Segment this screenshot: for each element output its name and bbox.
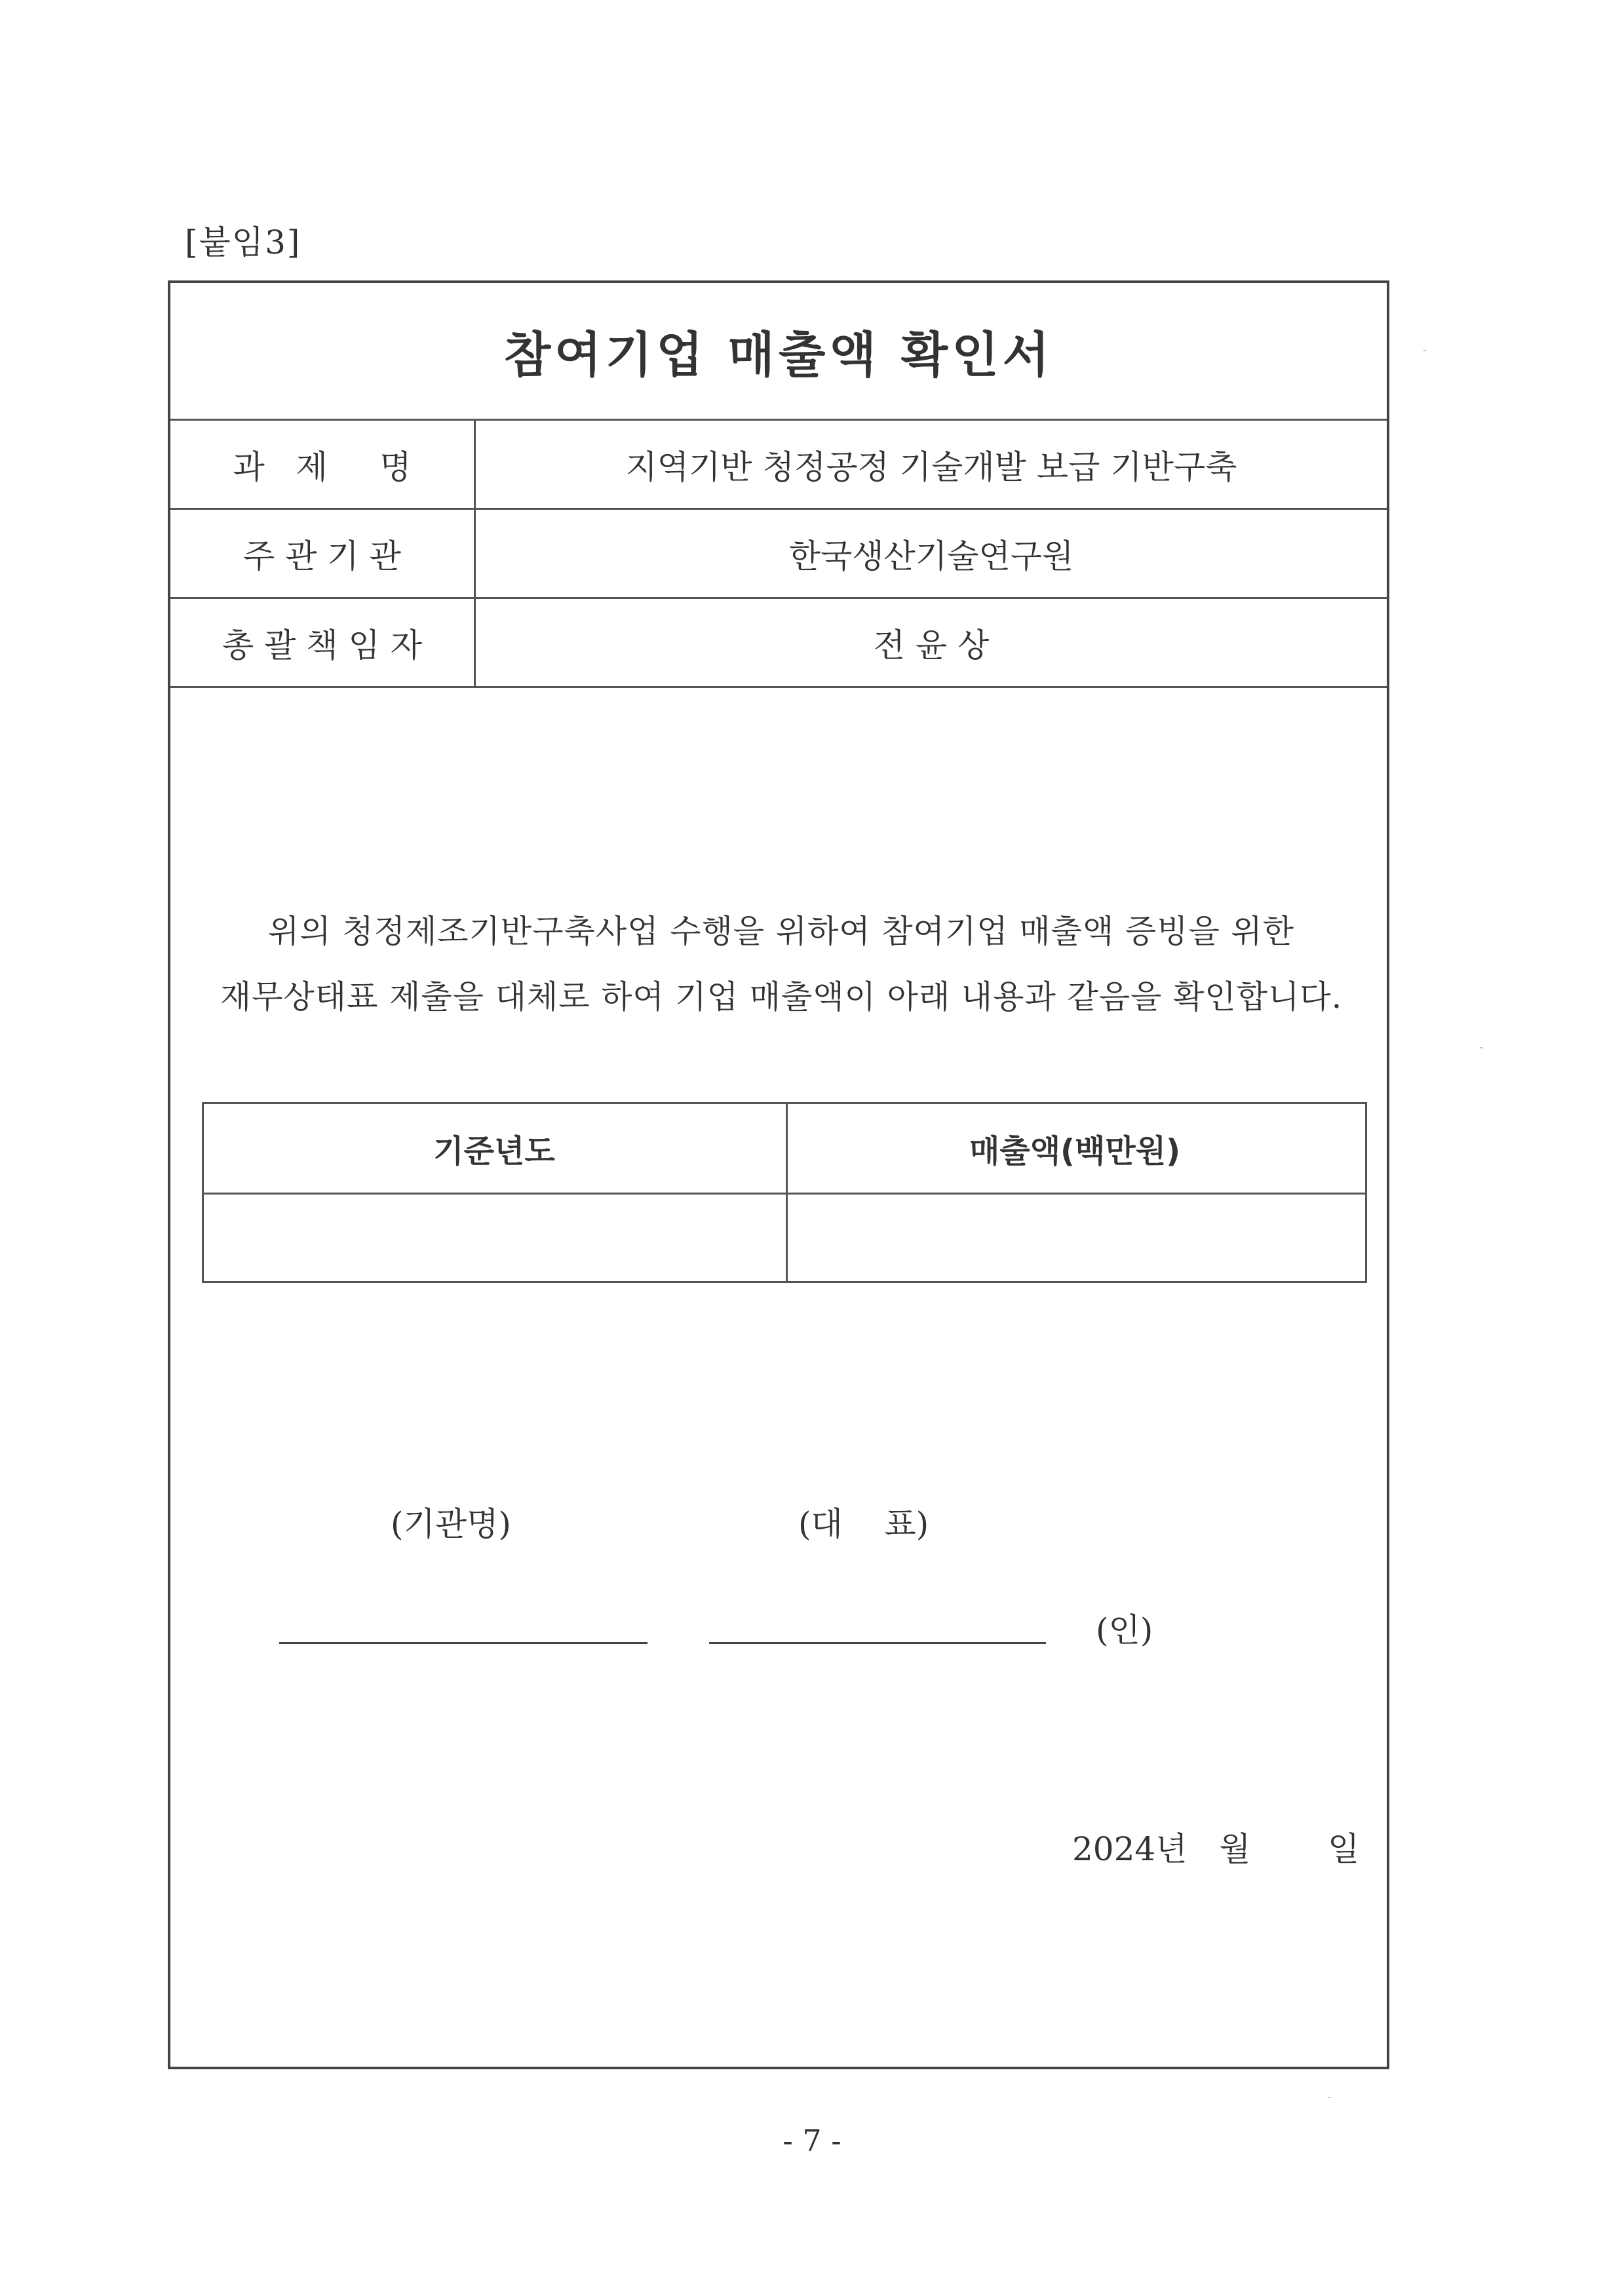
info-label-project: 과 제 명 xyxy=(170,421,476,508)
page-number: - 7 - xyxy=(783,2123,841,2158)
table-divider xyxy=(786,1104,788,1281)
info-row-project xyxy=(170,421,1387,510)
representative-line[interactable] xyxy=(709,1642,1046,1644)
seal-label: (인) xyxy=(1096,1611,1153,1649)
org-name-label: (기관명) xyxy=(391,1505,511,1543)
date-year: 2024년 xyxy=(1072,1830,1188,1868)
info-value-project: 지역기반 청정공정 기술개발 보급 기반구축 xyxy=(625,448,1237,486)
representative-label: (대 표) xyxy=(798,1505,929,1543)
title-row xyxy=(170,283,1387,421)
org-name-line[interactable] xyxy=(279,1642,648,1644)
info-row-director xyxy=(170,599,1387,688)
header-revenue: 매출액(백만원) xyxy=(784,1104,1365,1195)
header-base-year: 기준년도 xyxy=(204,1104,784,1195)
attachment-label: [붙임3] xyxy=(185,223,301,261)
scan-speck xyxy=(1423,350,1426,351)
info-label-director: 총 괄 책 임 자 xyxy=(170,599,476,686)
info-label-organization: 주 관 기 관 xyxy=(170,510,476,597)
revenue-table xyxy=(202,1102,1367,1283)
statement-line-2: 재무상태표 제출을 대체로 하여 기업 매출액이 아래 내용과 같음을 확인합니다. xyxy=(220,978,1343,1016)
info-value-organization: 한국생산기술연구원 xyxy=(788,537,1074,575)
confirmation-form xyxy=(168,280,1389,2069)
scan-speck xyxy=(1328,2097,1330,2098)
cell-base-year[interactable] xyxy=(204,1195,784,1281)
form-title: 참여기업 매출액 확인서 xyxy=(503,326,1054,383)
info-row-organization xyxy=(170,510,1387,599)
date-month: 월 xyxy=(1219,1830,1251,1868)
cell-revenue[interactable] xyxy=(784,1195,1365,1281)
statement-line-1: 위의 청정제조기반구축사업 수행을 위하여 참여기업 매출액 증빙을 위한 xyxy=(267,913,1295,950)
date-day: 일 xyxy=(1328,1830,1360,1868)
scan-speck xyxy=(1480,1047,1482,1048)
info-value-director: 전 윤 상 xyxy=(873,626,990,664)
confirmation-statement xyxy=(198,899,1364,1030)
